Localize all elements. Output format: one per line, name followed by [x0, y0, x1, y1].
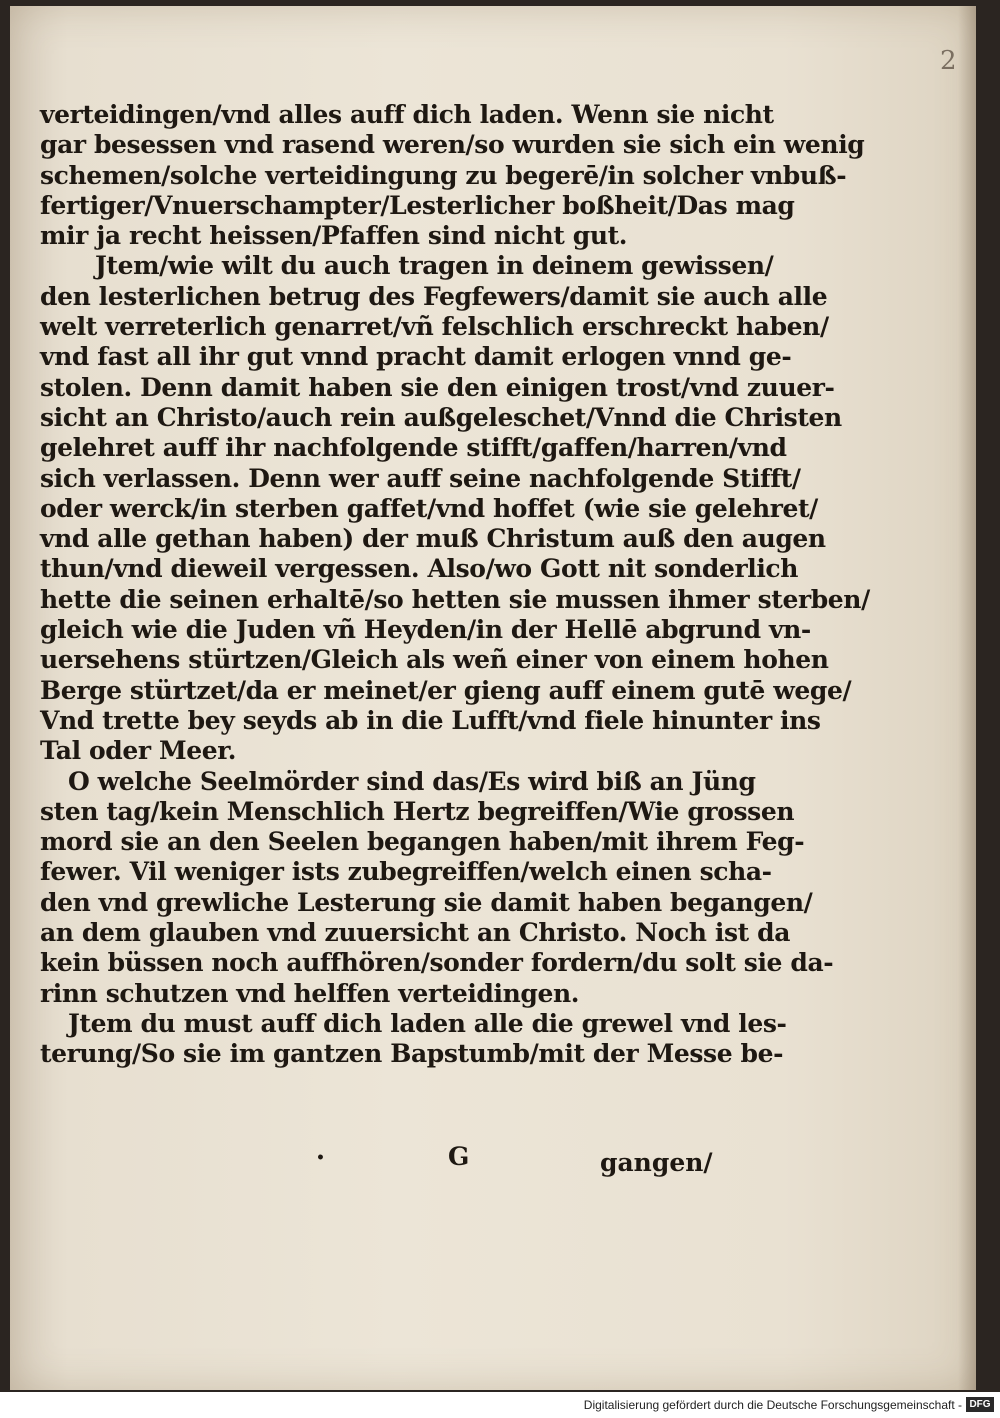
text-line: mord sie an den Seelen begangen haben/mit ihrem Feg-: [40, 827, 805, 857]
digitization-footer: [0, 1392, 1000, 1418]
text-line: fewer. Vil weniger ists zubegreiffen/welch einen scha-: [40, 857, 772, 887]
catchword: gangen/: [600, 1148, 713, 1177]
signature-mark: G: [448, 1142, 470, 1171]
text-line: vnd fast all ihr gut vnnd pracht damit erlogen vnnd ge-: [40, 342, 792, 372]
folio-number: 2: [940, 46, 957, 76]
text-line: Tal oder Meer.: [40, 736, 237, 766]
text-line: terung/So sie im gantzen Bapstumb/mit der Messe be-: [40, 1039, 784, 1069]
text-line: gelehret auff ihr nachfolgende stifft/gaffen/harren/vnd: [40, 433, 787, 463]
text-line: hette die seinen erhaltē/so hetten sie mussen ihmer sterben/: [40, 584, 870, 614]
text-line: welt verreterlich genarret/vñ felschlich erschreckt haben/: [40, 312, 829, 342]
text-line: gar besessen vnd rasend weren/so wurden sie sich ein wenig: [40, 130, 865, 160]
text-line: sten tag/kein Menschlich Hertz begreiffen/Wie grossen: [40, 796, 795, 826]
text-line: mir ja recht heissen/Pfaffen sind nicht gut.: [40, 221, 628, 251]
text-line: den vnd grewliche Lesterung sie damit haben begangen/: [40, 887, 813, 917]
text-line: den lesterlichen betrug des Fegfewers/damit sie auch alle: [40, 281, 828, 311]
paragraph-start-line: Jtem du must auff dich laden alle die grewel vnd les-: [68, 1008, 787, 1038]
text-line: gleich wie die Juden vñ Heyden/in der Hellē abgrund vn-: [40, 615, 811, 645]
printer-dot: •: [316, 1150, 325, 1166]
text-line: sicht an Christo/auch rein außgeleschet/Vnnd die Christen: [40, 402, 842, 432]
text-line: verteidingen/vnd alles auff dich laden. Wenn sie nicht: [40, 100, 774, 129]
text-line: rinn schutzen vnd helffen verteidingen.: [40, 978, 580, 1008]
page-edge-shadow: [958, 6, 976, 1390]
body-text: [40, 100, 870, 1070]
dfg-logo: DFG: [966, 1397, 994, 1412]
text-line: kein büssen noch auffhören/sonder fordern/du solt sie da-: [40, 948, 834, 978]
text-line: schemen/solche verteidingung zu begerē/in solcher vnbuß-: [40, 160, 847, 190]
text-line: thun/vnd dieweil vergessen. Also/wo Gott nit sonderlich: [40, 554, 799, 584]
text-line: stolen. Denn damit haben sie den einigen trost/vnd zuuer-: [40, 372, 835, 402]
text-line: vnd alle gethan haben) der muß Christum auß den augen: [40, 524, 826, 554]
text-line: oder werck/in sterben gaffet/vnd hoffet (wie sie gelehret/: [40, 493, 818, 523]
text-line: sich verlassen. Denn wer auff seine nachfolgende Stifft/: [40, 463, 801, 493]
paragraph-start-line: Jtem/wie wilt du auch tragen in deinem gewissen/: [95, 251, 774, 281]
text-line: uersehens stürtzen/Gleich als weñ einer von einem hohen: [40, 645, 829, 675]
paragraph-start-line: O welche Seelmörder sind das/Es wird biß an Jüng: [68, 766, 756, 796]
text-line: an dem glauben vnd zuuersicht an Christo. Noch ist da: [40, 918, 790, 948]
text-line: Berge stürtzet/da er meinet/er gieng auff einem gutē wege/: [40, 675, 852, 705]
text-line: fertiger/Vnuerschampter/Lesterlicher boßheit/Das mag: [40, 190, 795, 220]
funding-notice: Digitalisierung gefördert durch die Deutsche Forschungsgemeinschaft -: [583, 1398, 962, 1412]
text-line: Vnd trette bey seyds ab in die Lufft/vnd fiele hinunter ins: [40, 705, 821, 735]
page-footer-marks: [300, 1140, 720, 1180]
